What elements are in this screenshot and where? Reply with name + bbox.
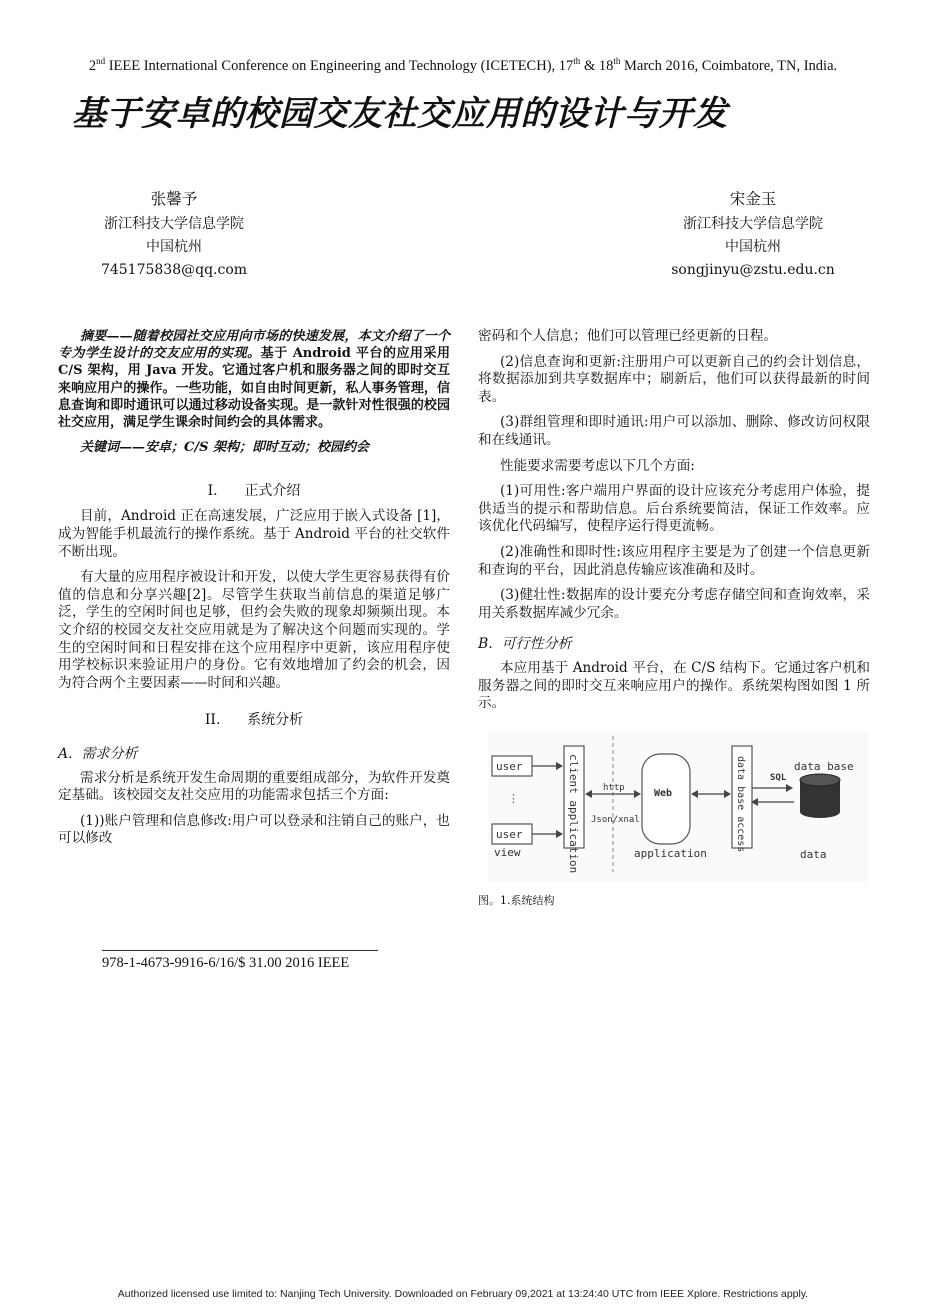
conference-header: 2nd IEEE International Conference on Engineering and Technology (ICETECH), 17th & 18th March 2016, Coimbatore, TN, India. bbox=[88, 56, 838, 74]
paragraph: 密码和个人信息；他们可以管理已经更新的日程。 bbox=[478, 328, 778, 344]
keywords: 关键词——安卓；C/S 架构；即时互动；校园约会 bbox=[80, 440, 370, 456]
footnote-isbn: 978-1-4673-9916-6/16/$ 31.00 2016 IEEE bbox=[102, 955, 350, 971]
subsection-title-b: B. 可行性分析 bbox=[478, 636, 572, 653]
client-application-label: client application bbox=[567, 754, 580, 874]
paragraph: 本应用基于 Android 平台，在 C/S 结构下。它通过客户机和服务器之间的即时交互来响应用户的操作。系统架构图如图 1 所示。 bbox=[478, 659, 870, 712]
footnote-rule bbox=[102, 950, 378, 951]
web-label: Web bbox=[654, 788, 673, 799]
author-email[interactable]: 745175838@qq.com bbox=[100, 262, 248, 278]
paragraph: (2)准确性和即时性:该应用程序主要是为了创建一个信息更新和查询的平台，因此消息传输应该准确和及时。 bbox=[478, 543, 870, 578]
paragraph: 目前，Android 正在高速发展，广泛应用于嵌入式设备 [1]，成为智能手机最流行的操作系统。基于 Android 平台的社交软件不断出现。 bbox=[58, 508, 450, 560]
paragraph: (3)健壮性:数据库的设计要充分考虑存储空间和查询效率，采用关系数据库减少冗余。 bbox=[478, 587, 870, 621]
paragraph: (1)可用性:客户端用户界面的设计应该充分考虑用户体验，提供适当的提示和帮助信息。后台系统要简洁，保证工作效率。应该优化代码编写，使程序运行得更流畅。 bbox=[478, 483, 870, 535]
http-label: http bbox=[603, 783, 625, 793]
author-affiliation: 浙江科技大学信息学院 bbox=[104, 216, 244, 232]
paragraph: (3)群组管理和即时通讯:用户可以添加、删除、修改访问权限和在线通讯。 bbox=[478, 414, 870, 448]
author-email[interactable]: songjinyu@zstu.edu.cn bbox=[671, 262, 835, 278]
author-block-2 bbox=[603, 188, 903, 282]
paragraph: 性能要求需要考虑以下几个方面: bbox=[500, 457, 695, 474]
paper-title: 基于安卓的校园交友社交应用的设计与开发 bbox=[72, 94, 728, 134]
author-city: 中国杭州 bbox=[146, 239, 202, 255]
view-label: view bbox=[494, 846, 521, 859]
subsection-title-a: A. 需求分析 bbox=[58, 745, 138, 762]
system-architecture-figure bbox=[488, 732, 868, 882]
user-label: user bbox=[496, 828, 523, 841]
paragraph: (2)信息查询和更新:注册用户可以更新自己的约会计划信息，将数据添加到共享数据库中；刷新后，他们可以获得最新的时间表。 bbox=[478, 353, 870, 405]
database-label: data base bbox=[794, 760, 854, 773]
section-title-1: I. 正式介绍 bbox=[207, 482, 301, 499]
author-name: 张馨予 bbox=[150, 190, 198, 208]
paragraph: 有大量的应用程序被设计和开发，以使大学生更容易获得有价值的信息和分享兴趣[2]。尽管学生获取当前信息的渠道足够广泛，学生的空闲时间也足够，但约会失败的现象却频频出现。本文介绍的校园交友社交应用就是为了解决这个问题而实现的。学生的空闲时间和日程安排在这个应用程序中更新，该应用程序使用学校标识来验证用户的身份。它有效地增加了约会的机会，因为符合两个主要因素——时间和兴趣。 bbox=[58, 569, 450, 691]
user-label: user bbox=[496, 760, 523, 773]
figure-caption: 图。1.系统结构 bbox=[478, 894, 555, 907]
sql-label: SQL bbox=[770, 773, 787, 783]
data-label: data bbox=[800, 848, 827, 861]
paragraph: 需求分析是系统开发生命周期的重要组成部分，为软件开发奠定基础。该校园交友社交应用的功能需求包括三个方面: bbox=[58, 769, 450, 804]
json-label: Json/xnal bbox=[591, 815, 640, 825]
author-name: 宋金玉 bbox=[729, 190, 777, 208]
license-footer: Authorized licensed use limited to: Nanjing Tech University. Downloaded on February 09,2021 at 13:24:40 UTC from IEEE Xplore. Restrictions apply. bbox=[117, 1288, 809, 1300]
abstract: 摘要——随着校园社交应用向市场的快速发展，本文介绍了一个专为学生设计的交友应用的实现。基于 Android 平台的应用采用 C/S 架构，用 Java 开发。它通过客户机和服务器之间的即时交互来响应用户的操作。一些功能，如自由时间更新，私人事务管理，信息查询和即时通讯可以通过移动设备实现。是一款针对性很强的校园社交应用，满足学生课余时间约会的具体需求。 bbox=[58, 329, 450, 431]
author-affiliation: 浙江科技大学信息学院 bbox=[683, 216, 823, 232]
application-label: application bbox=[634, 847, 707, 860]
data-base-access-label: data base access bbox=[735, 756, 746, 853]
right-column bbox=[478, 328, 870, 721]
paragraph: (1))账户管理和信息修改:用户可以登录和注销自己的账户，也可以修改 bbox=[58, 812, 450, 847]
web-server-box bbox=[642, 754, 690, 844]
author-block-1 bbox=[24, 188, 324, 282]
author-city: 中国杭州 bbox=[725, 239, 781, 255]
left-column bbox=[58, 328, 450, 856]
section-title-2: II. 系统分析 bbox=[204, 712, 304, 729]
ellipsis-label: ⋮ bbox=[508, 792, 519, 805]
